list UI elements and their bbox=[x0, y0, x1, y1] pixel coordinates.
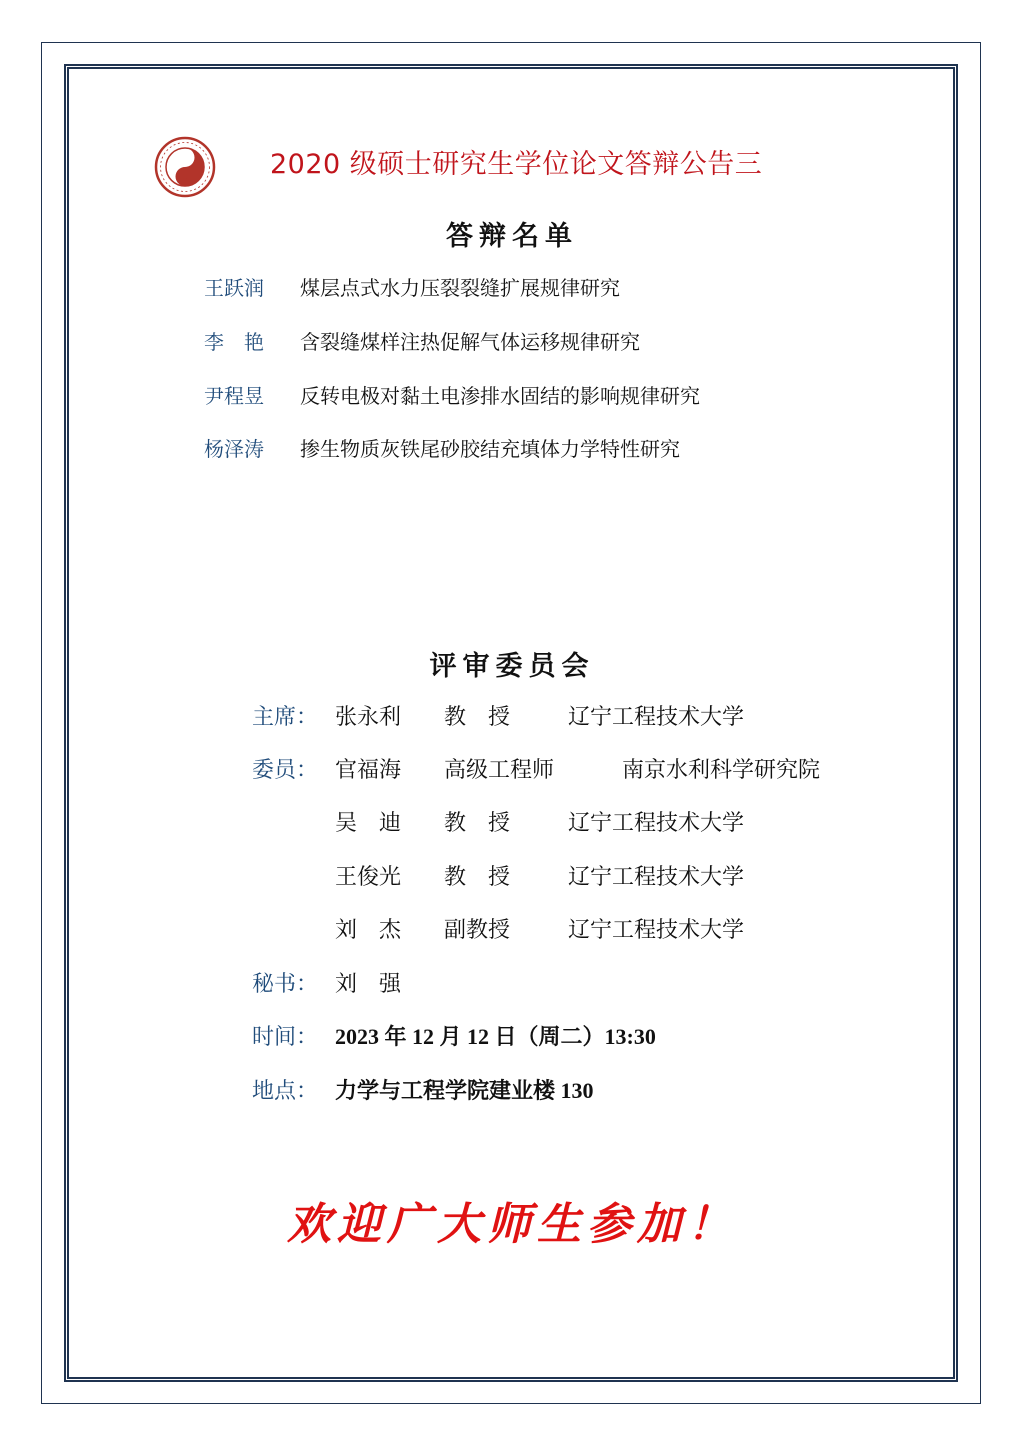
member-name: 吴 迪 bbox=[335, 811, 402, 836]
candidate-name: 王跃润 bbox=[204, 276, 264, 300]
thesis-topic: 煤层点式水力压裂裂缝扩展规律研究 bbox=[300, 276, 620, 300]
thesis-topic: 掺生物质灰铁尾砂胶结充填体力学特性研究 bbox=[300, 437, 680, 461]
member-title: 高级工程师 bbox=[444, 758, 555, 783]
welcome-message: 欢迎广大师生参加！ bbox=[287, 1199, 737, 1250]
member-name: 官福海 bbox=[335, 758, 402, 783]
candidate-name: 尹程昱 bbox=[204, 384, 264, 408]
member-affiliation: 辽宁工程技术大学 bbox=[568, 865, 745, 890]
chair-label: 主席： bbox=[252, 705, 319, 730]
thesis-topic: 含裂缝煤样注热促解气体运移规律研究 bbox=[300, 330, 640, 354]
member-affiliation: 南京水利科学研究院 bbox=[622, 758, 821, 783]
candidate-row bbox=[204, 380, 700, 409]
member-affiliation: 辽宁工程技术大学 bbox=[568, 811, 745, 836]
time-label: 时间： bbox=[252, 1025, 319, 1050]
member-title: 教 授 bbox=[444, 811, 511, 836]
chair-name: 张永利 bbox=[335, 705, 402, 730]
member-affiliation: 辽宁工程技术大学 bbox=[568, 918, 745, 943]
defense-list-heading: 答辩名单 bbox=[446, 221, 578, 252]
members-label: 委员： bbox=[252, 758, 319, 783]
candidate-row bbox=[204, 326, 640, 355]
member-name: 刘 杰 bbox=[335, 918, 402, 943]
defense-location: 力学与工程学院建业楼 130 bbox=[335, 1078, 594, 1103]
page-title: 2020 级硕士研究生学位论文答辩公告三 bbox=[270, 149, 763, 180]
committee-heading: 评审委员会 bbox=[429, 651, 595, 682]
candidate-name: 李 艳 bbox=[204, 330, 264, 354]
thesis-topic: 反转电极对黏土电渗排水固结的影响规律研究 bbox=[300, 384, 700, 408]
member-name: 王俊光 bbox=[335, 865, 402, 890]
secretary-name: 刘 强 bbox=[335, 972, 402, 997]
location-label: 地点： bbox=[252, 1079, 319, 1104]
member-title: 副教授 bbox=[444, 918, 511, 943]
member-title: 教 授 bbox=[444, 865, 511, 890]
candidate-row bbox=[204, 433, 680, 462]
secretary-label: 秘书： bbox=[252, 972, 319, 997]
chair-affiliation: 辽宁工程技术大学 bbox=[568, 705, 745, 730]
university-logo-icon bbox=[154, 136, 216, 198]
candidate-row bbox=[204, 272, 620, 301]
candidate-name: 杨泽涛 bbox=[204, 437, 264, 461]
defense-time: 2023 年 12 月 12 日（周二）13:30 bbox=[335, 1024, 656, 1049]
chair-title: 教 授 bbox=[444, 705, 511, 730]
inner-border bbox=[64, 64, 958, 1382]
